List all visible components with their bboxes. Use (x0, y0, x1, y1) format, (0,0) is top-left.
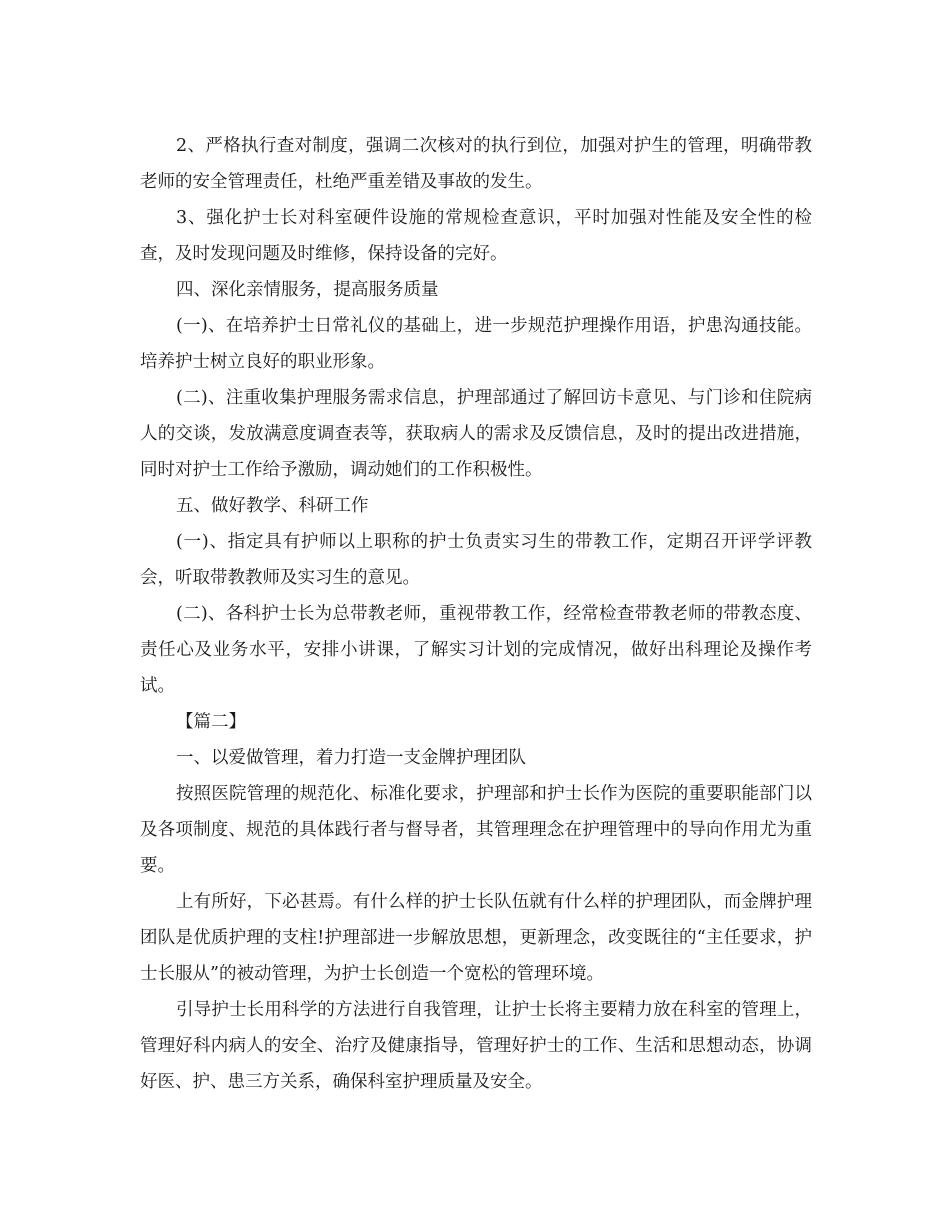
paragraph-management-standard: 按照医院管理的规范化、标准化要求，护理部和护士长作为医院的重要职能部门以及各项制度、规范的具体践行者与督导者，其管理理念在护理管理中的导向作用尤为重要。 (140, 784, 812, 876)
section-heading-teaching: 五、做好教学、科研工作 (176, 496, 369, 516)
part-two-heading: 【篇二】 (176, 712, 246, 732)
paragraph-etiquette: (一)、在培养护士日常礼仪的基础上，进一步规范护理操作用语，护患沟通技能。培养护士树立良好的职业形象。 (140, 316, 812, 372)
document-page (140, 128, 812, 1100)
paragraph-intern-teaching: (一)、指定具有护师以上职称的护士负责实习生的带教工作，定期召开评学评教会，听取带教教师及实习生的意见。 (140, 532, 812, 588)
paragraph-hardware-inspection: 3、强化护士长对科室硬件设施的常规检查意识，平时加强对性能及安全性的检查，及时发现问题及时维修，保持设备的完好。 (140, 208, 812, 264)
paragraph-check-system: 2、严格执行查对制度，强调二次核对的执行到位，加强对护生的管理，明确带教老师的安全管理责任，杜绝严重差错及事故的发生。 (140, 136, 812, 192)
paragraph-head-nurse-teaching: (二)、各科护士长为总带教老师，重视带教工作，经常检查带教老师的带教态度、责任心及业务水平，安排小讲课，了解实习计划的完成情况，做好出科理论及操作考试。 (140, 604, 812, 696)
paragraph-self-management: 引导护士长用科学的方法进行自我管理，让护士长将主要精力放在科室的管理上，管理好科内病人的安全、治疗及健康指导，管理好护士的工作、生活和思想动态，协调好医、护、患三方关系，确保科室护理质量及安全。 (140, 1000, 812, 1092)
section-heading-service: 四、深化亲情服务，提高服务质量 (176, 280, 439, 300)
paragraph-feedback: (二)、注重收集护理服务需求信息，护理部通过了解回访卡意见、与门诊和住院病人的交谈，发放满意度调查表等，获取病人的需求及反馈信息，及时的提出改进措施，同时对护士工作给予激励，调动她们的工作积极性。 (140, 388, 812, 480)
paragraph-gold-team: 上有所好，下必甚焉。有什么样的护士长队伍就有什么样的护理团队，而金牌护理团队是优质护理的支柱!护理部进一步解放思想，更新理念，改变既往的“主任要求，护士长服从”的被动管理，为护士长创造一个宽松的管理环境。 (140, 892, 812, 984)
section-heading-team: 一、以爱做管理，着力打造一支金牌护理团队 (176, 748, 526, 768)
